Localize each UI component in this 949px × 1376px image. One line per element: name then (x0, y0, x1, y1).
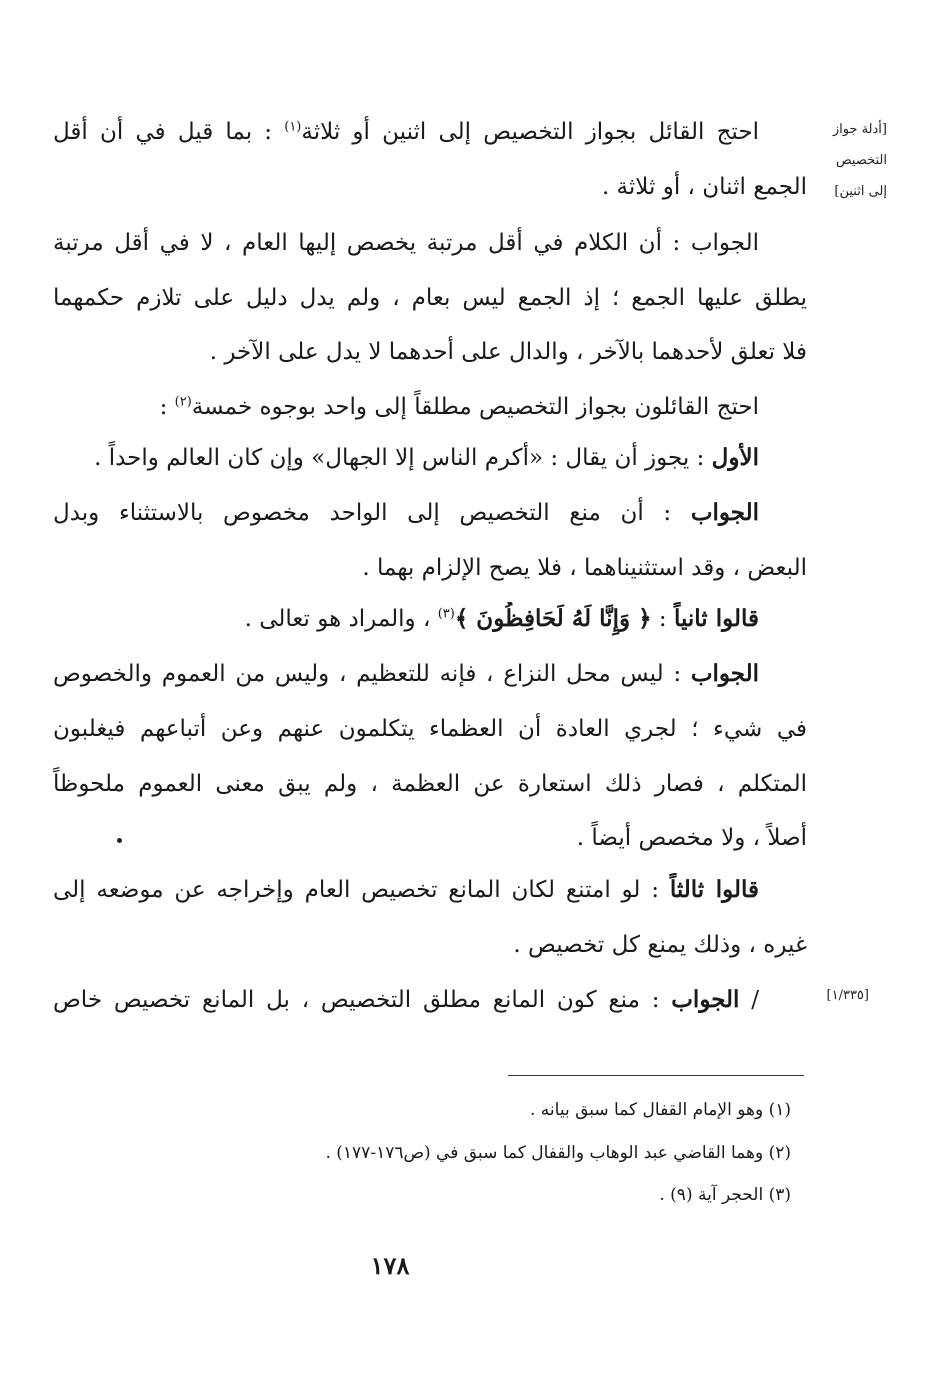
body-line-14: أصلاً ، ولا مخصص أيضاً . (576, 825, 807, 851)
body-line-12: في شيء ؛ لجري العادة أن العظماء يتكلمون عنهم وعن أتباعهم فيغلبون (53, 716, 807, 742)
body-line-4: يطلق عليها الجمع ؛ إذ الجمع ليس بعام ، ولم يدل دليل على تلازم حكمهما (53, 285, 807, 311)
body-line-8: الجواب : أن منع التخصيص إلى الواحد مخصوص بالاستثناء وبدل (53, 499, 759, 526)
body-line-10: قالوا ثانياً : ﴿ وَإِنَّا لَهُ لَحَافِظُونَ ﴾$^{(٣)}$ ، والمراد هو تعالى . (244, 605, 759, 632)
body-line-11: الجواب : ليس محل النزاع ، فإنه للتعظيم ، وليس من العموم والخصوص (53, 660, 759, 687)
body-line-2: الجمع اثنان ، أو ثلاثة . (601, 174, 807, 200)
footnote-ref-3: (٣) (437, 606, 455, 622)
footnote-ref-2: (٢) (174, 394, 192, 410)
body-line-7: الأول : يجوز أن يقال : «أكرم الناس إلا الجهال» وإن كان العالم واحداً . (94, 444, 759, 471)
body-line-6: احتج القائلون بجواز التخصيص مطلقاً إلى واحد بوجوه خمسة$^{(٢)}$ : (159, 394, 759, 420)
quran-verse: ﴿ وَإِنَّا لَهُ لَحَافِظُونَ ﴾ (454, 605, 652, 632)
body-line-5: فلا تعلق لأحدهما بالآخر ، والدال على أحدهما لا يدل على الآخر . (209, 339, 807, 365)
margin-note-folio: [١/٣٣٥] (826, 988, 869, 1003)
footnote-3: (٣) الحجر آية (٩) . (659, 1185, 791, 1205)
body-line-1: احتج القائل بجواز التخصيص إلى اثنين أو ثلاثة$^{(١)}$ : بما قيل في أن أقل (53, 119, 759, 145)
body-line-13: المتكلم ، فصار ذلك استعارة عن العظمة ، ولم يبق معنى العموم ملحوظاً (53, 771, 807, 797)
footnote-divider (508, 1075, 804, 1076)
margin-note-evidence-3: إلى اثنين] (834, 184, 887, 199)
footnote-ref-1: (١) (284, 119, 302, 135)
stray-dot (117, 838, 122, 843)
body-line-3: الجواب : أن الكلام في أقل مرتبة يخصص إليها العام ، لا في أقل مرتبة (53, 230, 759, 256)
page-number: ١٧٨ (370, 1251, 410, 1280)
body-line-17: / الجواب : منع كون المانع مطلق التخصيص ، بل المانع تخصيص خاص (53, 986, 760, 1013)
margin-note-evidence: [أدلة جواز (832, 122, 887, 137)
footnote-1: (١) وهو الإمام القفال كما سبق بيانه . (529, 1100, 791, 1120)
margin-note-evidence-2: التخصيص (835, 153, 887, 168)
body-line-9: البعض ، وقد استثنيناهما ، فلا يصح الإلزام بهما . (362, 555, 807, 581)
footnote-2: (٢) وهما القاضي عبد الوهاب والقفال كما سبق في (ص١٧٦-١٧٧) . (325, 1143, 791, 1163)
body-line-15: قالوا ثالثاً : لو امتنع لكان المانع تخصيص العام وإخراجه عن موضعه إلى (53, 876, 760, 903)
body-line-16: غيره ، وذلك يمنع كل تخصيص . (513, 932, 807, 958)
